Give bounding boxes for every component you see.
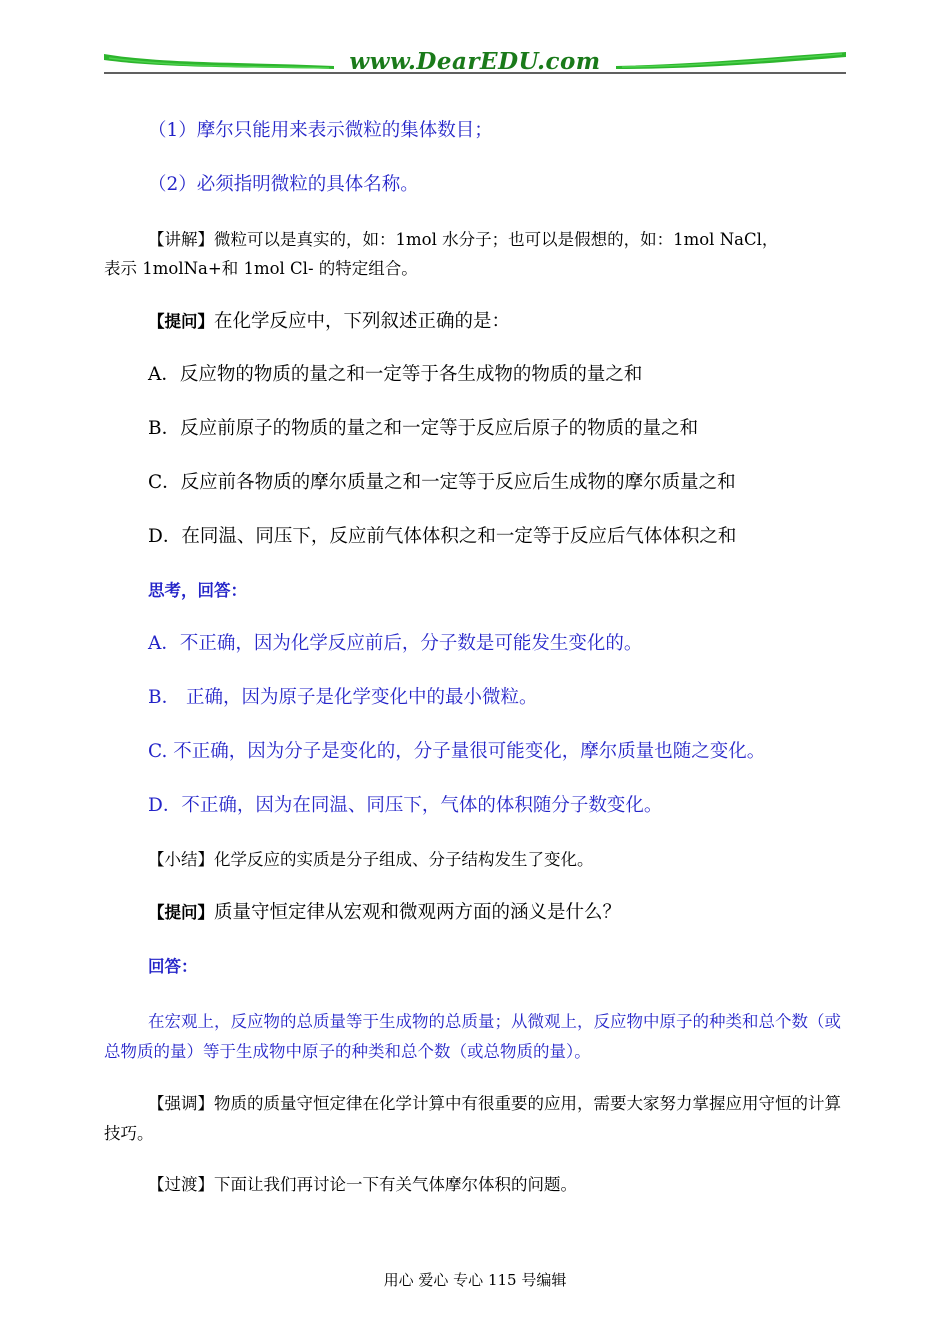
answer-paragraph: 在宏观上，反应物的总质量等于生成物的总质量；从微观上，反应物中原子的种类和总个数（或总物质的量）等于生成物中原子的种类和总个数（或总物质的量）。: [104, 1012, 841, 1061]
summary-text: 化学反应的实质是分子组成、分子结构发生了变化。: [214, 850, 594, 869]
option-c: C．反应前各物质的摩尔质量之和一定等于反应后生成物的摩尔质量之和: [148, 472, 736, 493]
emphasis-paragraph: [104, 1089, 846, 1149]
explain-tag: 【讲解】: [148, 230, 214, 249]
question-tag: 【提问】: [148, 312, 214, 331]
explain-line-2: 表示 1molNa+和 1mol Cl- 的特定组合。: [104, 259, 418, 278]
answer-a: A．不正确，因为化学反应前后，分子数是可能发生变化的。: [148, 633, 643, 654]
explain-text: 微粒可以是真实的，如：1mol 水分子；也可以是假想的，如：1mol NaCl，: [214, 230, 779, 249]
point-2: （2）必须指明微粒的具体名称。: [148, 174, 419, 195]
answer-d: D．不正确，因为在同温、同压下，气体的体积随分子数变化。: [148, 795, 663, 816]
option-a: A．反应物的物质的量之和一定等于各生成物的物质的量之和: [148, 364, 643, 385]
summary: [148, 847, 594, 873]
question-2-text: 质量守恒定律从宏观和微观两方面的涵义是什么？: [214, 902, 622, 923]
option-d: D．在同温、同压下，反应前气体体积之和一定等于反应后气体体积之和: [148, 526, 737, 547]
emphasis-text: 物质的质量守恒定律在化学计算中有很重要的应用，需要大家努力掌握应用守恒的计算技巧。: [104, 1094, 841, 1143]
think-answer-heading: 思考，回答：: [148, 581, 247, 600]
question-2: [148, 900, 621, 926]
question-2-tag: 【提问】: [148, 903, 214, 922]
point-1: （1）摩尔只能用来表示微粒的集体数目；: [148, 120, 493, 141]
question-text: 在化学反应中，下列叙述正确的是：: [214, 311, 511, 332]
transition-tag: 【过渡】: [148, 1175, 214, 1194]
header-banner: [104, 42, 846, 82]
answer-heading: 回答：: [148, 957, 198, 976]
answer-c: C. 不正确，因为分子是变化的，分子量很可能变化，摩尔质量也随之变化。: [148, 741, 766, 762]
summary-tag: 【小结】: [148, 850, 214, 869]
option-b: B．反应前原子的物质的量之和一定等于反应后原子的物质的量之和: [148, 418, 699, 439]
page-footer: 用心 爱心 专心 115 号编辑: [383, 1271, 567, 1289]
transition-text: 下面让我们再讨论一下有关气体摩尔体积的问题。: [214, 1175, 577, 1194]
transition: [148, 1172, 577, 1198]
emphasis-tag: 【强调】: [148, 1094, 214, 1113]
question-1: [148, 309, 510, 335]
explain-line-1: [148, 227, 778, 253]
answer-b: B． 正确，因为原子是化学变化中的最小微粒。: [148, 687, 538, 708]
site-logo-text: www.DearEDU.com: [349, 48, 601, 75]
